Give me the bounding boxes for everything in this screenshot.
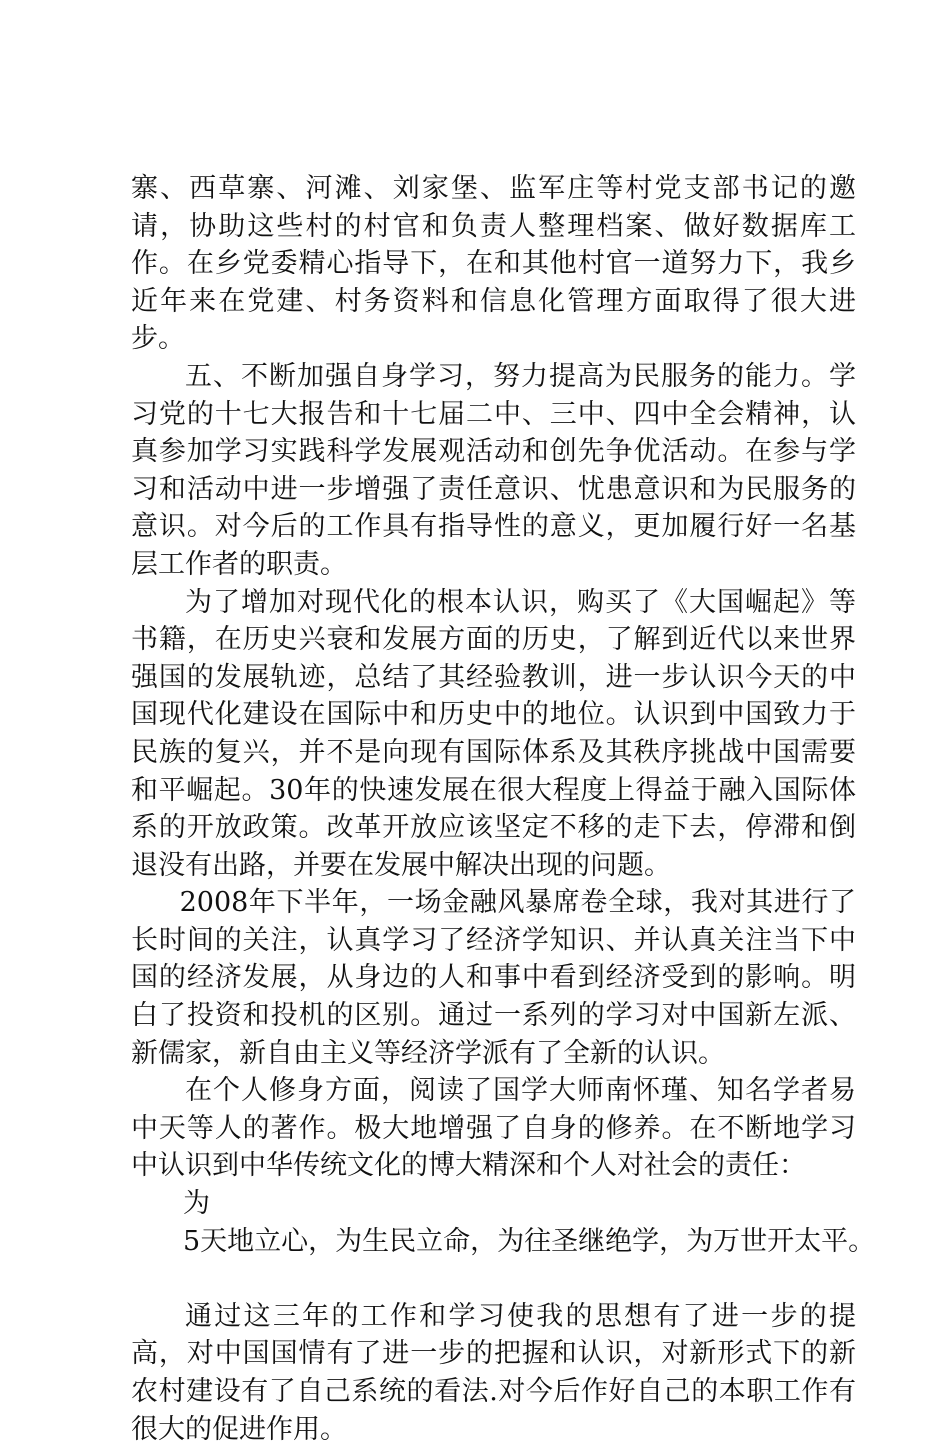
document-body [131, 170, 876, 1448]
paragraph-conclusion: 通过这三年的工作和学习使我的思想有了进一步的提高，对中国国情有了进一步的把握和认识，对新形式下的新农村建设有了自己系统的看法.对今后作好自己的本职工作有很大的促进作用。 [131, 1300, 856, 1445]
paragraph-village-archives: 寨、西草寨、河滩、刘家堡、监军庄等村党支部书记的邀请，协助这些村的村官和负责人整理档案、做好数据库工作。在乡党委精心指导下，在和其他村官一道努力下，我乡近年来在党建、村务资料和信息化管理方面取得了很大进步。 [131, 173, 856, 355]
quote-line-first: 为 [183, 1188, 210, 1220]
quote-line-second: 5天地立心，为生民立命，为往圣继绝学，为万世开太平。 [183, 1225, 876, 1257]
paragraph-self-cultivation: 在个人修身方面，阅读了国学大师南怀瑾、知名学者易中天等人的著作。极大地增强了自身的修养。在不断地学习中认识到中华传统文化的博大精深和个人对社会的责任： [131, 1075, 856, 1182]
paragraph-modernization: 为了增加对现代化的根本认识，购买了《大国崛起》等书籍，在历史兴衰和发展方面的历史，了解到近代以来世界强国的发展轨迹，总结了其经验教训，进一步认识今天的中国现代化建设在国际中和历史中的地位。认识到中国致力于民族的复兴，并不是向现有国际体系及其秩序挑战中国需要和平崛起。30年的快速发展在很大程度上得益于融入国际体系的开放政策。改革开放应该坚定不移的走下去，停滞和倒退没有出路，并要在发展中解决出现的问题。 [131, 586, 856, 881]
paragraph-financial-crisis: 2008年下半年，一场金融风暴席卷全球，我对其进行了长时间的关注，认真学习了经济学知识、并认真关注当下中国的经济发展，从身边的人和事中看到经济受到的影响。明白了投资和投机的区别。通过一系列的学习对中国新左派、新儒家，新自由主义等经济学派有了全新的认识。 [131, 887, 856, 1069]
blank-line [131, 1260, 856, 1298]
paragraph-self-study: 五、不断加强自身学习，努力提高为民服务的能力。学习党的十七大报告和十七届二中、三中、四中全会精神，认真参加学习实践科学发展观活动和创先争优活动。在参与学习和活动中进一步增强了责任意识、忧患意识和为民服务的意识。对今后的工作具有指导性的意义，更加履行好一名基层工作者的职责。 [131, 360, 856, 580]
